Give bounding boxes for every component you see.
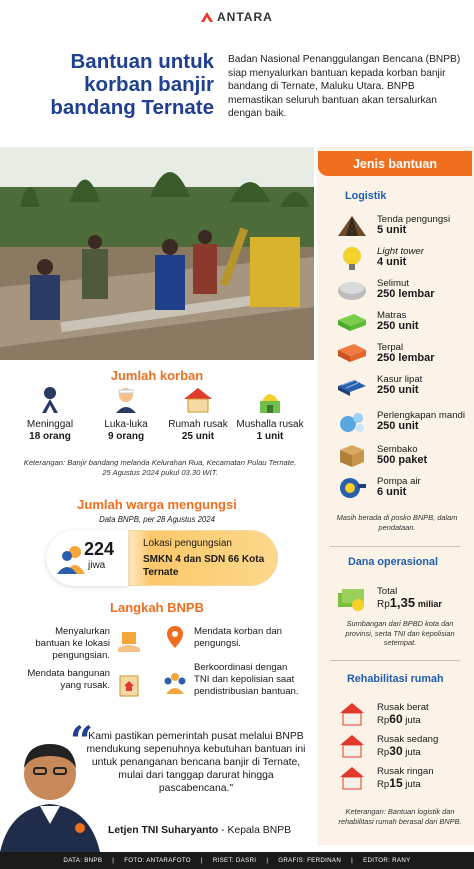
mattress-icon	[334, 306, 370, 336]
logistik-item: Kasur lipat 250 unit	[334, 368, 474, 402]
pengungsi-loc-label: Lokasi pengungsian	[143, 538, 232, 549]
tarp-icon	[334, 338, 370, 368]
logistik-item: Sembako 500 paket	[334, 438, 474, 472]
speaker-line: Letjen TNI Suharyanto - Kepala BNPB	[108, 825, 292, 836]
water-pump-icon	[334, 472, 370, 502]
langkah-title: Langkah BNPB	[110, 600, 204, 615]
dana-item: Total Rp1,35 miliar	[334, 578, 474, 618]
logistik-item: Matras 250 unit	[334, 304, 474, 338]
intro-text: Badan Nasional Penanggulangan Bencana (BNPB) siap menyalurkan bantuan kepada korban banjir bandang di Ternate, Maluku Utara. BNPB memastikan seluruh bantuan akan tersalurkan dengan baik.	[228, 54, 461, 120]
dana-title: Dana operasional	[348, 556, 439, 568]
quote-mark: “	[70, 718, 94, 765]
rehab-note: Keterangan: Bantuan logistik dan rehabilitasi rumah berasal dari BNPB.	[338, 807, 462, 826]
korban-rumah: Rumah rusak 25 unit	[160, 385, 236, 442]
logistik-item: Perlengkapan mandi 250 unit	[334, 402, 474, 440]
house-icon	[334, 731, 370, 761]
logistik-item: Tenda pengungsi 5 unit	[334, 208, 474, 242]
logistik-item: Pompa air 6 unit	[334, 470, 474, 504]
people-icon	[57, 544, 85, 574]
dana-note: Sumbangan dari BPBD kota dan provinsi, serta TNI dan kepolisian setempat.	[345, 619, 455, 647]
logistik-title: Logistik	[345, 190, 387, 202]
langkah-item: Mendata korban dan pengungsi.	[194, 626, 283, 649]
divider	[330, 546, 460, 547]
korban-luka: Luka-luka 9 orang	[88, 385, 164, 442]
langkah-item: Menyalurkan bantuan ke lokasi pengungsian.	[35, 626, 110, 661]
divider	[330, 660, 460, 661]
rehab-item: Rusak ringan Rp15 juta	[334, 761, 474, 795]
jenis-bantuan-header: Jenis bantuan	[318, 151, 472, 176]
page-title: Bantuan untuk korban banjir bandang Ternate	[50, 50, 214, 119]
tent-icon	[334, 210, 370, 240]
flood-photo	[0, 147, 314, 360]
korban-mushalla: Mushalla rusak 1 unit	[230, 385, 310, 442]
logistik-item: Selimut 250 lembar	[334, 272, 474, 306]
langkah-item: Mendata bangunan yang rusak.	[27, 668, 110, 691]
antara-logo-icon	[200, 11, 214, 23]
house-icon	[334, 763, 370, 793]
pengungsi-loc-value: SMKN 4 dan SDN 66 Kota Ternate	[143, 554, 265, 578]
pengungsi-unit: jiwa	[88, 560, 106, 571]
team-icon	[162, 670, 188, 696]
rehab-item: Rusak berat Rp60 juta	[334, 697, 474, 731]
rehab-item: Rusak sedang Rp30 juta	[334, 729, 474, 763]
antara-logo: ANTARA	[200, 10, 273, 24]
pengungsi-source: Data BNPB, per 28 Agustus 2024	[99, 515, 215, 524]
injured-person-icon	[108, 385, 144, 415]
logistik-note: Masih berada di posko BNPB, dalam pendataan.	[336, 513, 458, 532]
logistik-item: Light tower 4 unit	[334, 240, 474, 274]
location-pin-icon	[162, 624, 188, 650]
hand-box-icon	[116, 628, 142, 654]
rehab-title: Rehabilitasi rumah	[347, 673, 444, 685]
pengungsi-title: Jumlah warga mengungsi	[77, 497, 237, 512]
folding-bed-icon	[334, 370, 370, 400]
quote-text: Kami pastikan pemerintah pusat melalui BNPB mendukung sepenuhnya kebutuhan bantuan ini untuk penanganan bencana banjir di Ternate, mulai dari tanggap darurat hingga pascabencana."	[86, 731, 306, 794]
money-icon	[334, 583, 370, 613]
toiletries-icon	[334, 406, 370, 436]
langkah-item: Berkoordinasi dengan TNI dan kepolisian saat pendistribusian bantuan.	[194, 662, 299, 697]
light-tower-icon	[334, 242, 370, 272]
ribbon-icon	[32, 385, 68, 415]
mosque-icon	[252, 385, 288, 415]
blanket-icon	[334, 274, 370, 304]
house-icon	[334, 699, 370, 729]
house-icon	[180, 385, 216, 415]
credits-footer: DATA: BNPB | FOTO: ANTARAFOTO | RISET: DASRI | GRAFIS: FERDINAN | EDITOR: RANY	[0, 852, 474, 869]
korban-note: Keterangan: Banjir bandang melanda Kelurahan Rua, Kecamatan Pulau Ternate, 25 Agustus 2024 pukul 03.30 WIT.	[23, 458, 297, 477]
logistik-item: Terpal 250 lembar	[334, 336, 474, 370]
pengungsi-count: 224	[84, 539, 115, 559]
korban-meninggal: Meninggal 18 orang	[12, 385, 88, 442]
jumlah-korban-title: Jumlah korban	[110, 368, 204, 383]
food-box-icon	[334, 440, 370, 470]
clipboard-house-icon	[116, 672, 142, 698]
